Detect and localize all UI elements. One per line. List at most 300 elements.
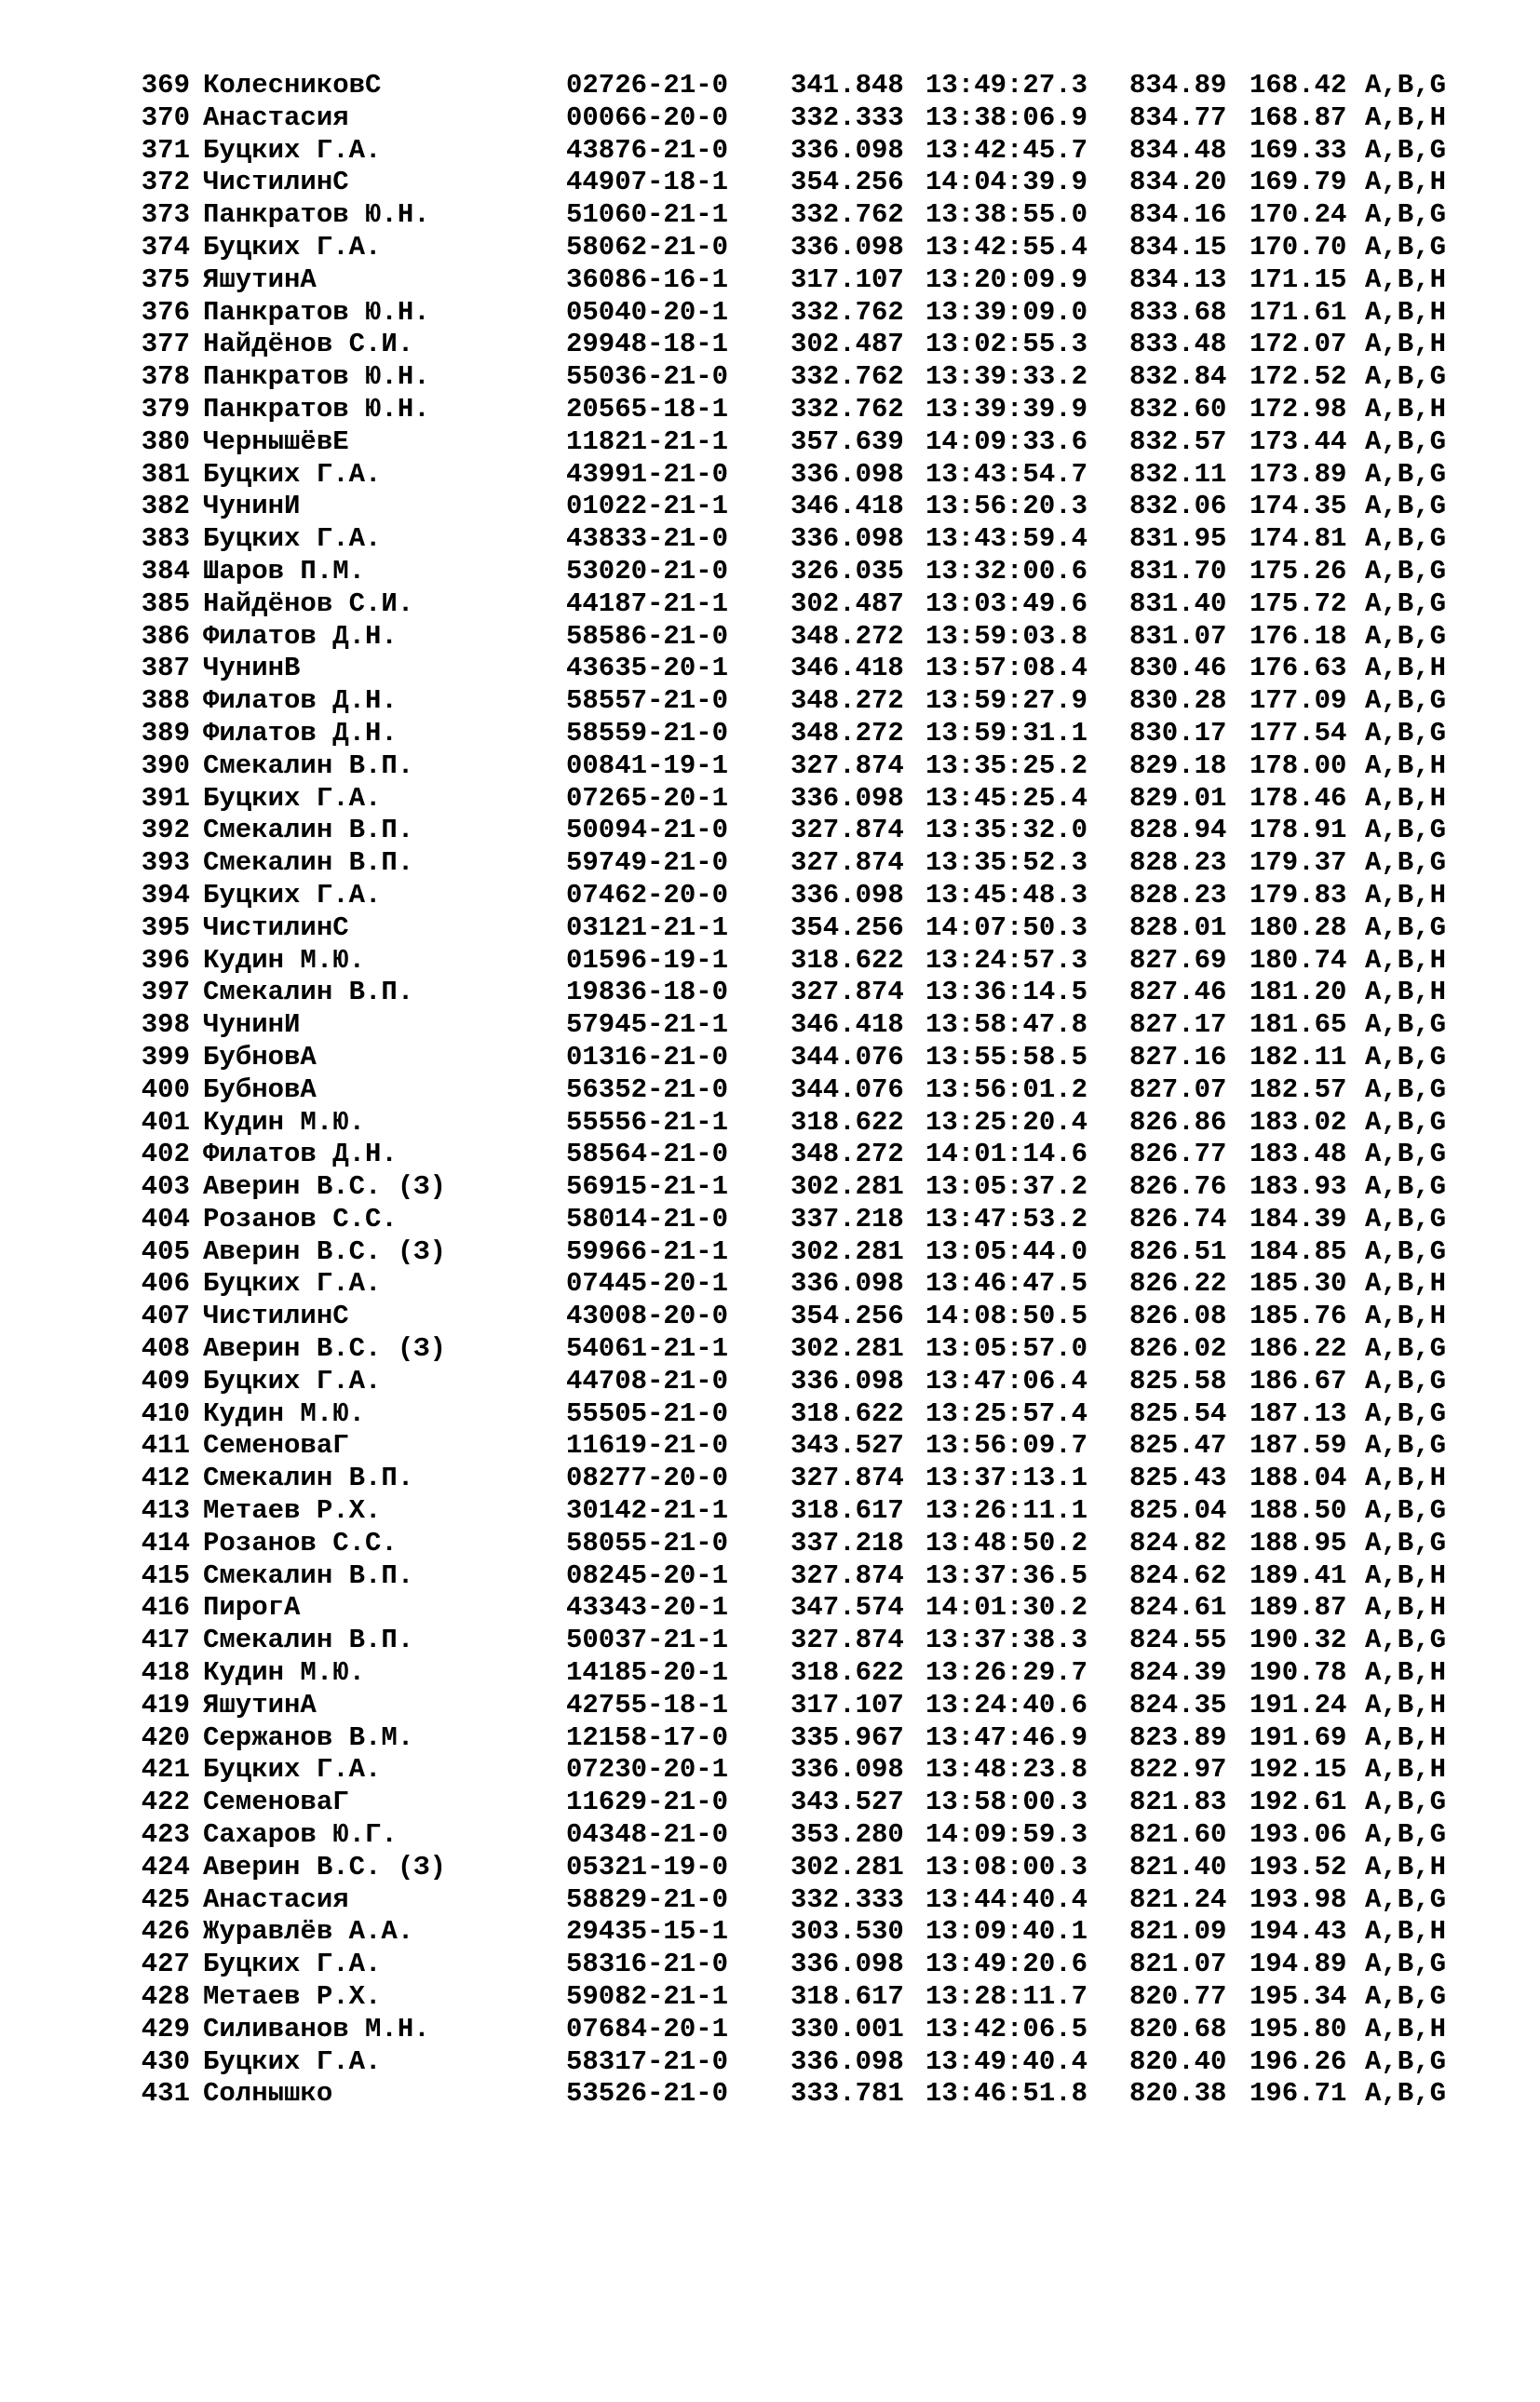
category-flags: A,B,G — [1365, 1106, 1447, 1138]
points-value: 178.00 — [1250, 749, 1347, 781]
ring-number: 01596-19-1 — [566, 944, 729, 976]
distance-km: 318.622 — [790, 1106, 904, 1138]
category-flags: A,B,H — [1365, 167, 1447, 198]
place-number: 392 — [141, 815, 190, 846]
place-number: 375 — [141, 263, 190, 295]
result-row — [136, 1949, 1477, 1981]
result-row — [136, 1690, 1477, 1722]
points-value: 192.15 — [1250, 1754, 1347, 1786]
place-number: 415 — [141, 1559, 190, 1591]
ring-number: 43008-20-0 — [566, 1301, 729, 1332]
points-value: 180.74 — [1250, 944, 1347, 976]
category-flags: A,B,H — [1365, 653, 1447, 684]
fancier-name: Буцких Г.А. — [203, 523, 382, 555]
ring-number: 58829-21-0 — [566, 1883, 729, 1915]
speed-value: 821.40 — [1129, 1851, 1227, 1882]
result-row — [136, 1139, 1477, 1171]
distance-km: 332.333 — [790, 1883, 904, 1915]
points-value: 171.15 — [1250, 263, 1347, 295]
fancier-name: Найдёнов С.И. — [203, 329, 414, 360]
points-value: 176.18 — [1250, 620, 1347, 652]
points-value: 184.39 — [1250, 1203, 1347, 1235]
distance-km: 327.874 — [790, 749, 904, 781]
points-value: 193.06 — [1250, 1819, 1347, 1851]
fancier-name: Розанов С.С. — [203, 1203, 398, 1235]
category-flags: A,B,G — [1365, 1041, 1447, 1073]
distance-km: 330.001 — [790, 2013, 904, 2044]
points-value: 184.85 — [1250, 1235, 1347, 1267]
result-row — [136, 1592, 1477, 1625]
result-row — [136, 2078, 1477, 2111]
result-row — [136, 1819, 1477, 1852]
speed-value: 824.61 — [1129, 1592, 1227, 1624]
ring-number: 50094-21-0 — [566, 815, 729, 846]
result-row — [136, 1884, 1477, 1917]
arrival-time: 14:09:59.3 — [925, 1819, 1088, 1851]
distance-km: 336.098 — [790, 231, 904, 263]
arrival-time: 13:39:39.9 — [925, 393, 1088, 425]
fancier-name: Смекалин В.П. — [203, 1625, 414, 1656]
distance-km: 302.281 — [790, 1333, 904, 1365]
points-value: 175.26 — [1250, 555, 1347, 587]
fancier-name: ЧистилинС — [203, 1301, 349, 1332]
points-value: 190.32 — [1250, 1625, 1347, 1656]
distance-km: 303.530 — [790, 1916, 904, 1948]
speed-value: 825.43 — [1129, 1463, 1227, 1494]
ring-number: 51060-21-1 — [566, 199, 729, 231]
ring-number: 55036-21-0 — [566, 361, 729, 393]
ring-number: 55505-21-0 — [566, 1397, 729, 1429]
points-value: 191.69 — [1250, 1721, 1347, 1753]
place-number: 394 — [141, 879, 190, 911]
category-flags: A,B,G — [1365, 425, 1447, 457]
result-row — [136, 750, 1477, 783]
fancier-name: Анастасия — [203, 101, 349, 133]
arrival-time: 13:25:20.4 — [925, 1106, 1088, 1138]
speed-value: 820.38 — [1129, 2078, 1227, 2110]
arrival-time: 13:42:45.7 — [925, 134, 1088, 166]
arrival-time: 13:58:47.8 — [925, 1009, 1088, 1041]
result-row — [136, 685, 1477, 718]
place-number: 401 — [141, 1106, 190, 1138]
fancier-name: Буцких Г.А. — [203, 1365, 382, 1397]
points-value: 178.91 — [1250, 815, 1347, 846]
result-row — [136, 1171, 1477, 1204]
arrival-time: 13:56:09.7 — [925, 1430, 1088, 1462]
results-table — [136, 70, 1477, 2111]
place-number: 398 — [141, 1009, 190, 1041]
result-row — [136, 102, 1477, 135]
points-value: 172.98 — [1250, 393, 1347, 425]
ring-number: 44187-21-1 — [566, 587, 729, 619]
distance-km: 332.762 — [790, 361, 904, 393]
fancier-name: Буцких Г.А. — [203, 231, 382, 263]
arrival-time: 13:24:57.3 — [925, 944, 1088, 976]
arrival-time: 13:35:32.0 — [925, 815, 1088, 846]
ring-number: 05040-20-1 — [566, 296, 729, 328]
speed-value: 826.74 — [1129, 1203, 1227, 1235]
ring-number: 58062-21-0 — [566, 231, 729, 263]
fancier-name: Панкратов Ю.Н. — [203, 393, 430, 425]
speed-value: 820.77 — [1129, 1981, 1227, 2013]
place-number: 385 — [141, 587, 190, 619]
speed-value: 832.11 — [1129, 458, 1227, 490]
ring-number: 43635-20-1 — [566, 653, 729, 684]
points-value: 183.93 — [1250, 1171, 1347, 1203]
points-value: 183.02 — [1250, 1106, 1347, 1138]
points-value: 172.07 — [1250, 329, 1347, 360]
distance-km: 357.639 — [790, 425, 904, 457]
points-value: 174.81 — [1250, 523, 1347, 555]
fancier-name: Панкратов Ю.Н. — [203, 361, 430, 393]
result-row — [136, 1754, 1477, 1787]
speed-value: 826.02 — [1129, 1333, 1227, 1365]
result-row — [136, 1787, 1477, 1819]
fancier-name: Буцких Г.А. — [203, 782, 382, 814]
ring-number: 07684-20-1 — [566, 2013, 729, 2044]
place-number: 423 — [141, 1819, 190, 1851]
result-row — [136, 1981, 1477, 2014]
distance-km: 337.218 — [790, 1203, 904, 1235]
points-value: 183.48 — [1250, 1139, 1347, 1170]
ring-number: 43991-21-0 — [566, 458, 729, 490]
place-number: 393 — [141, 847, 190, 879]
place-number: 407 — [141, 1301, 190, 1332]
place-number: 372 — [141, 167, 190, 198]
place-number: 402 — [141, 1139, 190, 1170]
points-value: 188.04 — [1250, 1463, 1347, 1494]
category-flags: A,B,G — [1365, 1787, 1447, 1818]
speed-value: 834.48 — [1129, 134, 1227, 166]
fancier-name: Буцких Г.А. — [203, 1268, 382, 1300]
points-value: 188.95 — [1250, 1527, 1347, 1559]
result-row — [136, 167, 1477, 199]
ring-number: 08277-20-0 — [566, 1463, 729, 1494]
ring-number: 57945-21-1 — [566, 1009, 729, 1041]
category-flags: A,B,G — [1365, 685, 1447, 717]
ring-number: 36086-16-1 — [566, 263, 729, 295]
distance-km: 353.280 — [790, 1819, 904, 1851]
result-row — [136, 815, 1477, 847]
fancier-name: Метаев Р.Х. — [203, 1981, 382, 2013]
points-value: 169.79 — [1250, 167, 1347, 198]
fancier-name: Журавлёв А.А. — [203, 1916, 414, 1948]
place-number: 390 — [141, 749, 190, 781]
distance-km: 343.527 — [790, 1430, 904, 1462]
speed-value: 821.24 — [1129, 1883, 1227, 1915]
category-flags: A,B,G — [1365, 1883, 1447, 1915]
fancier-name: Аверин В.С. (З) — [203, 1333, 447, 1365]
arrival-time: 13:26:11.1 — [925, 1495, 1088, 1527]
result-row — [136, 1657, 1477, 1690]
fancier-name: Смекалин В.П. — [203, 749, 414, 781]
place-number: 418 — [141, 1657, 190, 1689]
arrival-time: 13:49:40.4 — [925, 2045, 1088, 2077]
place-number: 376 — [141, 296, 190, 328]
arrival-time: 13:58:00.3 — [925, 1787, 1088, 1818]
arrival-time: 13:47:06.4 — [925, 1365, 1088, 1397]
distance-km: 336.098 — [790, 1754, 904, 1786]
arrival-time: 13:32:00.6 — [925, 555, 1088, 587]
ring-number: 43833-21-0 — [566, 523, 729, 555]
category-flags: A,B,G — [1365, 717, 1447, 749]
arrival-time: 14:08:50.5 — [925, 1301, 1088, 1332]
arrival-time: 13:35:25.2 — [925, 749, 1088, 781]
arrival-time: 13:39:09.0 — [925, 296, 1088, 328]
category-flags: A,B,G — [1365, 815, 1447, 846]
arrival-time: 13:49:20.6 — [925, 1949, 1088, 1980]
distance-km: 318.617 — [790, 1981, 904, 2013]
category-flags: A,B,H — [1365, 1916, 1447, 1948]
speed-value: 830.28 — [1129, 685, 1227, 717]
distance-km: 318.622 — [790, 1397, 904, 1429]
fancier-name: Буцких Г.А. — [203, 2045, 382, 2077]
place-number: 412 — [141, 1463, 190, 1494]
speed-value: 834.13 — [1129, 263, 1227, 295]
result-row — [136, 621, 1477, 654]
fancier-name: Буцких Г.А. — [203, 879, 382, 911]
fancier-name: СеменоваГ — [203, 1430, 349, 1462]
place-number: 417 — [141, 1625, 190, 1656]
points-value: 179.83 — [1250, 879, 1347, 911]
place-number: 382 — [141, 491, 190, 522]
arrival-time: 13:28:11.7 — [925, 1981, 1088, 2013]
place-number: 387 — [141, 653, 190, 684]
speed-value: 825.58 — [1129, 1365, 1227, 1397]
fancier-name: Аверин В.С. (З) — [203, 1171, 447, 1203]
category-flags: A,B,H — [1365, 977, 1447, 1008]
ring-number: 43343-20-1 — [566, 1592, 729, 1624]
arrival-time: 13:45:48.3 — [925, 879, 1088, 911]
speed-value: 832.60 — [1129, 393, 1227, 425]
points-value: 174.35 — [1250, 491, 1347, 522]
fancier-name: Метаев Р.Х. — [203, 1495, 382, 1527]
place-number: 425 — [141, 1883, 190, 1915]
category-flags: A,B,G — [1365, 1203, 1447, 1235]
distance-km: 336.098 — [790, 523, 904, 555]
distance-km: 344.076 — [790, 1073, 904, 1105]
arrival-time: 13:43:54.7 — [925, 458, 1088, 490]
speed-value: 834.16 — [1129, 199, 1227, 231]
arrival-time: 13:05:57.0 — [925, 1333, 1088, 1365]
ring-number: 07230-20-1 — [566, 1754, 729, 1786]
speed-value: 826.77 — [1129, 1139, 1227, 1170]
place-number: 391 — [141, 782, 190, 814]
points-value: 175.72 — [1250, 587, 1347, 619]
points-value: 182.11 — [1250, 1041, 1347, 1073]
points-value: 187.59 — [1250, 1430, 1347, 1462]
result-row — [136, 1528, 1477, 1560]
points-value: 186.22 — [1250, 1333, 1347, 1365]
distance-km: 318.617 — [790, 1495, 904, 1527]
fancier-name: СеменоваГ — [203, 1787, 349, 1818]
speed-value: 821.09 — [1129, 1916, 1227, 1948]
result-row — [136, 1463, 1477, 1495]
category-flags: A,B,G — [1365, 587, 1447, 619]
distance-km: 336.098 — [790, 134, 904, 166]
speed-value: 826.08 — [1129, 1301, 1227, 1332]
category-flags: A,B,G — [1365, 1527, 1447, 1559]
distance-km: 332.762 — [790, 393, 904, 425]
result-row — [136, 1236, 1477, 1269]
result-row — [136, 2014, 1477, 2046]
arrival-time: 13:37:38.3 — [925, 1625, 1088, 1656]
place-number: 404 — [141, 1203, 190, 1235]
place-number: 421 — [141, 1754, 190, 1786]
distance-km: 318.622 — [790, 944, 904, 976]
speed-value: 826.22 — [1129, 1268, 1227, 1300]
speed-value: 834.15 — [1129, 231, 1227, 263]
distance-km: 344.076 — [790, 1041, 904, 1073]
fancier-name: Буцких Г.А. — [203, 1754, 382, 1786]
place-number: 400 — [141, 1073, 190, 1105]
ring-number: 59082-21-1 — [566, 1981, 729, 2013]
speed-value: 828.01 — [1129, 911, 1227, 943]
category-flags: A,B,G — [1365, 134, 1447, 166]
points-value: 189.41 — [1250, 1559, 1347, 1591]
points-value: 168.87 — [1250, 101, 1347, 133]
speed-value: 827.17 — [1129, 1009, 1227, 1041]
points-value: 178.46 — [1250, 782, 1347, 814]
speed-value: 832.84 — [1129, 361, 1227, 393]
place-number: 426 — [141, 1916, 190, 1948]
fancier-name: Буцких Г.А. — [203, 458, 382, 490]
arrival-time: 13:08:00.3 — [925, 1851, 1088, 1882]
result-row — [136, 912, 1477, 945]
distance-km: 346.418 — [790, 1009, 904, 1041]
result-row — [136, 361, 1477, 394]
place-number: 399 — [141, 1041, 190, 1073]
speed-value: 820.68 — [1129, 2013, 1227, 2044]
result-row — [136, 1916, 1477, 1949]
category-flags: A,B,G — [1365, 1981, 1447, 2013]
arrival-time: 13:56:01.2 — [925, 1073, 1088, 1105]
fancier-name: Кудин М.Ю. — [203, 1657, 366, 1689]
arrival-time: 13:48:23.8 — [925, 1754, 1088, 1786]
result-row — [136, 718, 1477, 750]
category-flags: A,B,G — [1365, 70, 1447, 101]
ring-number: 56915-21-1 — [566, 1171, 729, 1203]
arrival-time: 13:59:31.1 — [925, 717, 1088, 749]
result-row — [136, 459, 1477, 492]
category-flags: A,B,H — [1365, 263, 1447, 295]
place-number: 408 — [141, 1333, 190, 1365]
category-flags: A,B,H — [1365, 749, 1447, 781]
category-flags: A,B,G — [1365, 1171, 1447, 1203]
fancier-name: Силиванов М.Н. — [203, 2013, 430, 2044]
category-flags: A,B,H — [1365, 1559, 1447, 1591]
points-value: 193.98 — [1250, 1883, 1347, 1915]
ring-number: 03121-21-1 — [566, 911, 729, 943]
category-flags: A,B,H — [1365, 2013, 1447, 2044]
arrival-time: 13:57:08.4 — [925, 653, 1088, 684]
arrival-time: 13:05:44.0 — [925, 1235, 1088, 1267]
category-flags: A,B,G — [1365, 491, 1447, 522]
speed-value: 824.39 — [1129, 1657, 1227, 1689]
arrival-time: 13:05:37.2 — [925, 1171, 1088, 1203]
place-number: 397 — [141, 977, 190, 1008]
category-flags: A,B,G — [1365, 1009, 1447, 1041]
category-flags: A,B,H — [1365, 1592, 1447, 1624]
fancier-name: Смекалин В.П. — [203, 1559, 414, 1591]
speed-value: 827.16 — [1129, 1041, 1227, 1073]
arrival-time: 13:37:36.5 — [925, 1559, 1088, 1591]
result-row — [136, 1722, 1477, 1755]
arrival-time: 13:24:40.6 — [925, 1689, 1088, 1721]
speed-value: 827.69 — [1129, 944, 1227, 976]
result-row — [136, 70, 1477, 102]
arrival-time: 13:20:09.9 — [925, 263, 1088, 295]
fancier-name: Кудин М.Ю. — [203, 1106, 366, 1138]
arrival-time: 13:36:14.5 — [925, 977, 1088, 1008]
result-row — [136, 135, 1477, 168]
category-flags: A,B,H — [1365, 1301, 1447, 1332]
distance-km: 332.333 — [790, 101, 904, 133]
distance-km: 335.967 — [790, 1721, 904, 1753]
place-number: 419 — [141, 1689, 190, 1721]
points-value: 177.54 — [1250, 717, 1347, 749]
ring-number: 58586-21-0 — [566, 620, 729, 652]
arrival-time: 14:09:33.6 — [925, 425, 1088, 457]
distance-km: 348.272 — [790, 1139, 904, 1170]
speed-value: 829.01 — [1129, 782, 1227, 814]
result-row — [136, 783, 1477, 816]
category-flags: A,B,H — [1365, 1721, 1447, 1753]
distance-km: 354.256 — [790, 167, 904, 198]
speed-value: 828.23 — [1129, 847, 1227, 879]
result-row — [136, 653, 1477, 685]
speed-value: 834.89 — [1129, 70, 1227, 101]
category-flags: A,B,H — [1365, 1657, 1447, 1689]
place-number: 369 — [141, 70, 190, 101]
points-value: 195.34 — [1250, 1981, 1347, 2013]
category-flags: A,B,H — [1365, 1689, 1447, 1721]
speed-value: 826.51 — [1129, 1235, 1227, 1267]
distance-km: 336.098 — [790, 1949, 904, 1980]
place-number: 395 — [141, 911, 190, 943]
arrival-time: 13:09:40.1 — [925, 1916, 1088, 1948]
speed-value: 826.86 — [1129, 1106, 1227, 1138]
speed-value: 830.46 — [1129, 653, 1227, 684]
fancier-name: БубновА — [203, 1041, 317, 1073]
category-flags: A,B,G — [1365, 1625, 1447, 1656]
speed-value: 824.55 — [1129, 1625, 1227, 1656]
category-flags: A,B,H — [1365, 393, 1447, 425]
category-flags: A,B,H — [1365, 1754, 1447, 1786]
category-flags: A,B,G — [1365, 2078, 1447, 2110]
place-number: 386 — [141, 620, 190, 652]
points-value: 187.13 — [1250, 1397, 1347, 1429]
ring-number: 59966-21-1 — [566, 1235, 729, 1267]
distance-km: 346.418 — [790, 491, 904, 522]
place-number: 377 — [141, 329, 190, 360]
speed-value: 821.07 — [1129, 1949, 1227, 1980]
speed-value: 829.18 — [1129, 749, 1227, 781]
result-row — [136, 523, 1477, 556]
place-number: 388 — [141, 685, 190, 717]
category-flags: A,B,G — [1365, 1365, 1447, 1397]
place-number: 431 — [141, 2078, 190, 2110]
fancier-name: Кудин М.Ю. — [203, 1397, 366, 1429]
arrival-time: 13:49:27.3 — [925, 70, 1088, 101]
category-flags: A,B,G — [1365, 620, 1447, 652]
fancier-name: Кудин М.Ю. — [203, 944, 366, 976]
speed-value: 831.70 — [1129, 555, 1227, 587]
points-value: 193.52 — [1250, 1851, 1347, 1882]
speed-value: 821.60 — [1129, 1819, 1227, 1851]
distance-km: 341.848 — [790, 70, 904, 101]
result-row — [136, 1398, 1477, 1431]
